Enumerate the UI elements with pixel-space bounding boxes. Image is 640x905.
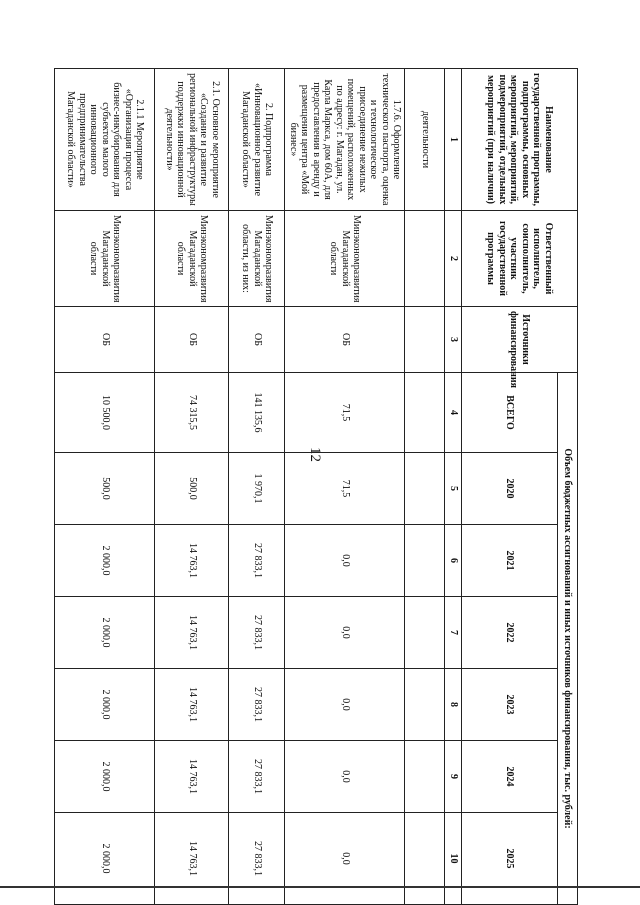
header-year-2021: 2021 <box>462 525 558 597</box>
program-funding-table <box>55 68 579 905</box>
row-name: 2.1.1 Мероприятие «Организация процесса бизнес-инкубирования для субъектов малого инновационного предпринимательства Магаданской области» <box>55 69 155 211</box>
header-year-2022: 2022 <box>462 597 558 669</box>
row-value-2022: 27 833,1 <box>229 597 285 669</box>
row-executor: Минэкономразвития Магаданской области <box>285 211 405 307</box>
row-value-2020: 500,0 <box>55 453 155 525</box>
table-row <box>405 69 445 905</box>
row-source: ОБ <box>229 307 285 373</box>
row-source: ОБ <box>155 307 229 373</box>
row-value-2020: 500,0 <box>155 453 229 525</box>
row-name: деятельности <box>405 69 445 211</box>
row-value-2021: 27 833,1 <box>229 525 285 597</box>
row-value-2022: 0,0 <box>285 597 405 669</box>
row-executor: Минэкономразвития Магаданской области <box>155 211 229 307</box>
header-funding-source: Источники финансирования <box>462 307 578 373</box>
row-value-total: 71,5 <box>285 373 405 453</box>
row-value-total: 74 315,5 <box>155 373 229 453</box>
row-value-2023: 27 833,1 <box>229 669 285 741</box>
row-executor: Минэкономразвития Магаданской области, из них: <box>229 211 285 307</box>
row-value-2021: 14 763,1 <box>155 525 229 597</box>
page-bottom-rule <box>0 886 640 888</box>
table-row <box>55 69 155 905</box>
row-source <box>405 307 445 373</box>
row-executor: Минэкономразвития Магаданской области <box>55 211 155 307</box>
header-year-2024: 2024 <box>462 741 558 813</box>
row-name: 2. Подпрограмма «Инновационное развитие Магаданской области» <box>229 69 285 211</box>
row-value-2021 <box>405 525 445 597</box>
row-value-2021: 0,0 <box>285 525 405 597</box>
header-year-2020: 2020 <box>462 453 558 525</box>
row-value-2020 <box>405 453 445 525</box>
row-source: ОБ <box>285 307 405 373</box>
column-number: 2 <box>445 211 462 307</box>
table-row <box>229 69 285 905</box>
header-year-2025: 2025 <box>462 813 558 905</box>
row-value-2021: 2 000,0 <box>55 525 155 597</box>
program-table-container <box>56 68 578 904</box>
row-value-2023: 14 763,1 <box>155 669 229 741</box>
row-value-2020: 1 970,1 <box>229 453 285 525</box>
column-number: 8 <box>445 669 462 741</box>
row-value-2023 <box>405 669 445 741</box>
page-number: 12 <box>306 446 323 462</box>
row-value-2025: 2 000,0 <box>55 813 155 905</box>
row-value-2022 <box>405 597 445 669</box>
row-value-2022: 14 763,1 <box>155 597 229 669</box>
column-number: 1 <box>445 69 462 211</box>
header-year-2023: 2023 <box>462 669 558 741</box>
header-program-name: Наименование государственной программы, подпрограммы, основных мероприятий, мероприятий, подмероприятий, отдельных мероприятий (при наличии) <box>462 69 578 211</box>
row-value-2025: 27 833,1 <box>229 813 285 905</box>
column-number: 4 <box>445 373 462 453</box>
header-executor: Ответственный исполнитель, соисполнитель, участник государственной программы <box>462 211 578 307</box>
row-value-2024: 14 763,1 <box>155 741 229 813</box>
column-number: 6 <box>445 525 462 597</box>
table-row <box>155 69 229 905</box>
row-value-total <box>405 373 445 453</box>
column-number: 10 <box>445 813 462 905</box>
row-value-2024 <box>405 741 445 813</box>
row-value-2024: 0,0 <box>285 741 405 813</box>
header-year-total: ВСЕГО <box>462 373 558 453</box>
row-executor <box>405 211 445 307</box>
row-value-total: 141 135,6 <box>229 373 285 453</box>
column-number: 9 <box>445 741 462 813</box>
column-number: 3 <box>445 307 462 373</box>
column-number: 5 <box>445 453 462 525</box>
row-value-2025: 14 763,1 <box>155 813 229 905</box>
row-value-total: 10 500,0 <box>55 373 155 453</box>
row-value-2020: 71,5 <box>285 453 405 525</box>
table-row <box>285 69 405 905</box>
row-value-2023: 0,0 <box>285 669 405 741</box>
row-value-2025: 0,0 <box>285 813 405 905</box>
row-value-2025 <box>405 813 445 905</box>
row-name: 1.7.6. Оформление технического паспорта, оценка и технологическое присоединение нежилых помещений, расположенных по адресу: г. Магадан, ул. Карла Маркса, дом 60А, для предоставления в аренду и размещения центра «Мой бизнес» <box>285 69 405 211</box>
row-source: ОБ <box>55 307 155 373</box>
column-number: 7 <box>445 597 462 669</box>
row-value-2024: 27 833,1 <box>229 741 285 813</box>
row-value-2024: 2 000,0 <box>55 741 155 813</box>
header-funding-group: Объем бюджетных ассигнований и иных источников финансирования, тыс. рублей: <box>558 373 578 905</box>
row-value-2022: 2 000,0 <box>55 597 155 669</box>
row-value-2023: 2 000,0 <box>55 669 155 741</box>
row-name: 2.1. Основное мероприятие «Создание и развитие региональной инфраструктуры поддержки инновационной деятельности» <box>155 69 229 211</box>
